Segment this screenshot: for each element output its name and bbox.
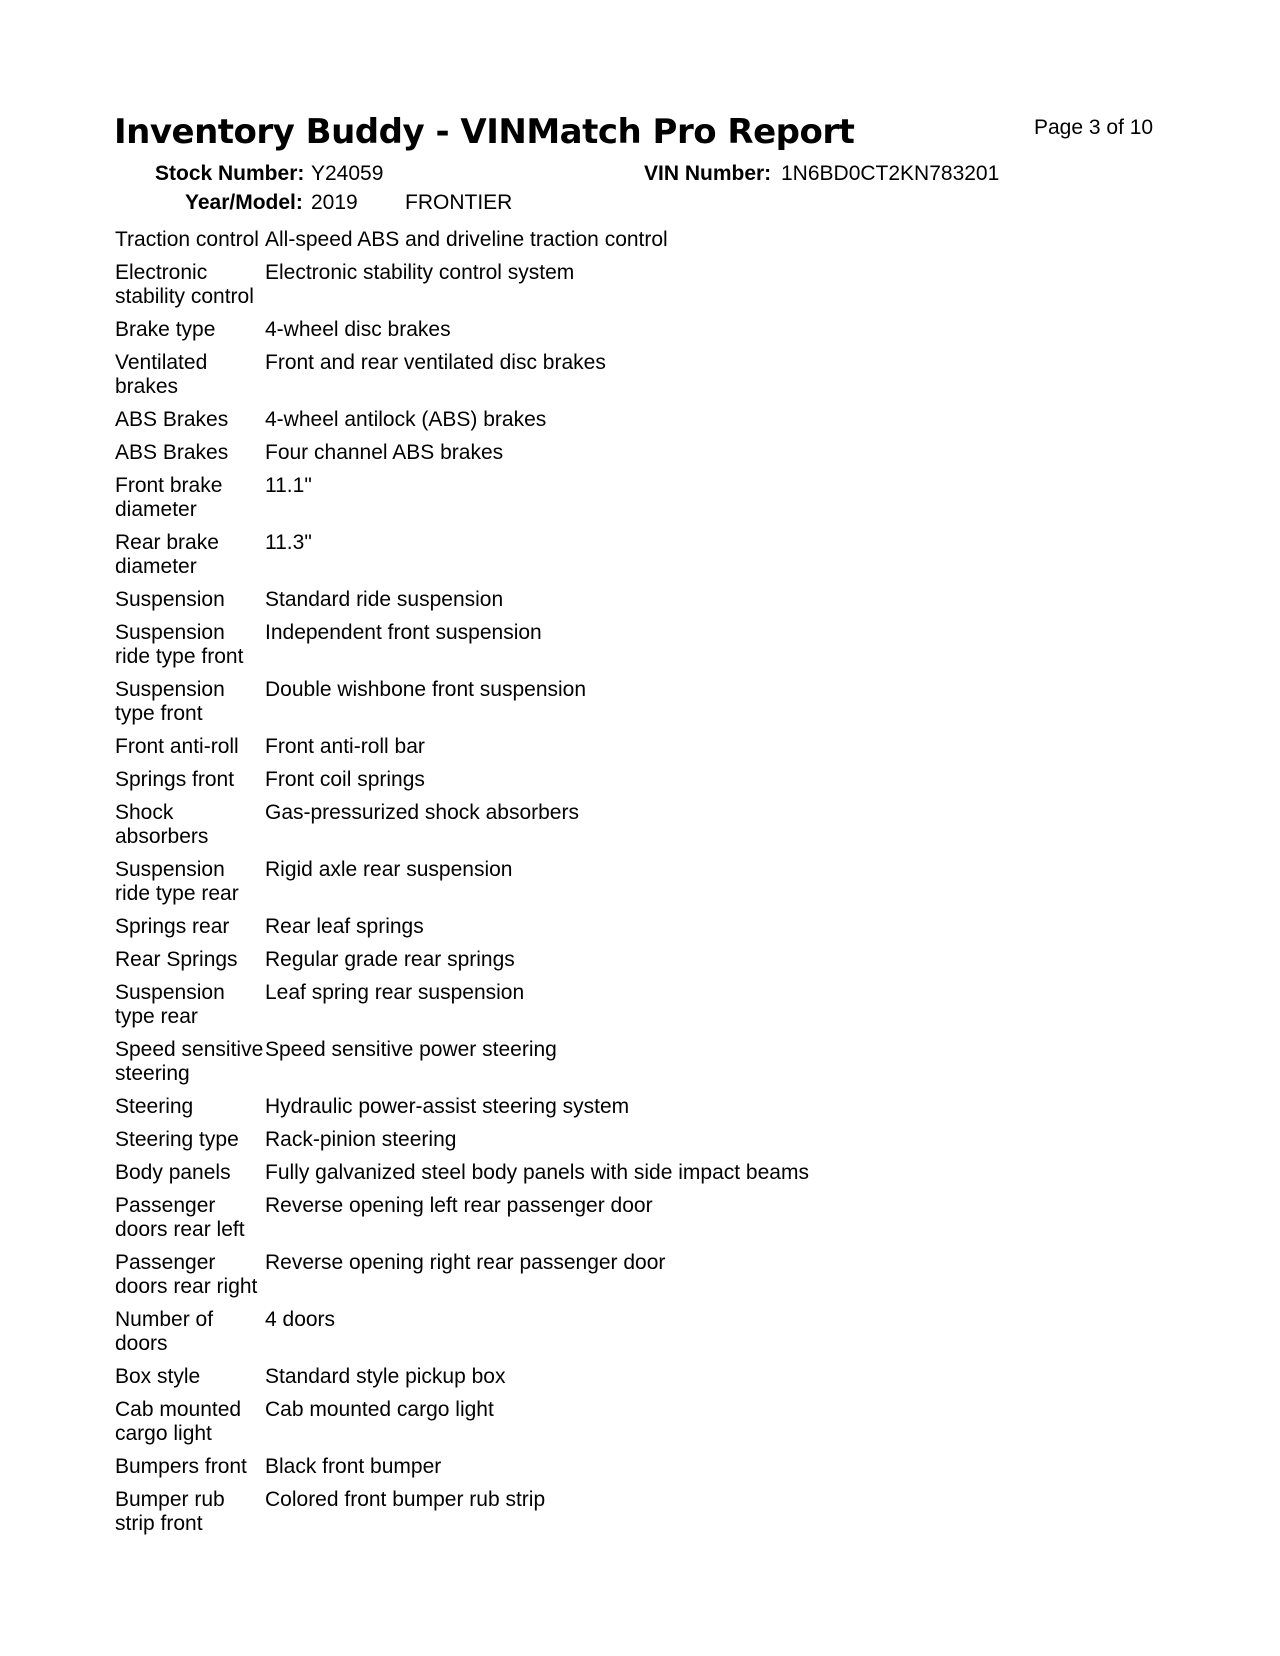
spec-value: Rigid axle rear suspension	[265, 858, 513, 881]
spec-key: Electronic stability control	[115, 261, 254, 308]
spec-row	[115, 858, 1165, 915]
spec-value: Gas-pressurized shock absorbers	[265, 801, 579, 824]
spec-key: ABS Brakes	[115, 408, 229, 431]
spec-key: Body panels	[115, 1161, 231, 1184]
spec-key: Cab mounted cargo light	[115, 1398, 242, 1445]
spec-key: Ventilated brakes	[115, 351, 208, 398]
spec-row	[115, 768, 1165, 801]
spec-key: Front anti-roll	[115, 735, 239, 758]
spec-value: Electronic stability control system	[265, 261, 575, 284]
spec-value: Regular grade rear springs	[265, 948, 515, 971]
stock-number-label: Stock Number:	[155, 162, 305, 185]
spec-key: Number of doors	[115, 1308, 214, 1355]
spec-row	[115, 1038, 1165, 1095]
spec-row	[115, 228, 1165, 261]
spec-row	[115, 1455, 1165, 1488]
spec-key: Steering type	[115, 1128, 239, 1151]
model-value: FRONTIER	[405, 191, 513, 214]
spec-value: Reverse opening left rear passenger door	[265, 1194, 653, 1217]
spec-key: Steering	[115, 1095, 194, 1118]
spec-row	[115, 261, 1165, 318]
spec-value: 11.3"	[265, 531, 312, 554]
spec-value: Cab mounted cargo light	[265, 1398, 494, 1421]
spec-key: Suspension ride type front	[115, 621, 244, 668]
stock-number-value: Y24059	[311, 162, 384, 185]
spec-row	[115, 678, 1165, 735]
spec-row	[115, 981, 1165, 1038]
vin-number-value: 1N6BD0CT2KN783201	[781, 162, 1000, 185]
spec-key: Suspension ride type rear	[115, 858, 239, 905]
spec-key: Springs rear	[115, 915, 230, 938]
spec-row	[115, 801, 1165, 858]
spec-row	[115, 474, 1165, 531]
spec-key: Traction control	[115, 228, 259, 251]
spec-key: ABS Brakes	[115, 441, 229, 464]
spec-value: Double wishbone front suspension	[265, 678, 587, 701]
spec-value: Front anti-roll bar	[265, 735, 425, 758]
spec-row	[115, 1398, 1165, 1455]
spec-key: Box style	[115, 1365, 201, 1388]
spec-value: Rack-pinion steering	[265, 1128, 457, 1151]
spec-row	[115, 915, 1165, 948]
spec-value: Speed sensitive power steering	[265, 1038, 557, 1061]
spec-row	[115, 441, 1165, 474]
spec-row	[115, 1095, 1165, 1128]
year-value: 2019	[311, 191, 358, 214]
spec-row	[115, 1251, 1165, 1308]
spec-value: Leaf spring rear suspension	[265, 981, 525, 1004]
vin-number-label: VIN Number:	[644, 162, 772, 185]
spec-key: Suspension type front	[115, 678, 225, 725]
spec-row	[115, 1128, 1165, 1161]
spec-row	[115, 735, 1165, 768]
spec-key: Speed sensitive steering	[115, 1038, 264, 1085]
page-number: Page 3 of 10	[1034, 116, 1154, 139]
spec-row	[115, 1488, 1165, 1545]
spec-key: Rear Springs	[115, 948, 238, 971]
spec-key: Suspension	[115, 588, 225, 611]
spec-value: Front and rear ventilated disc brakes	[265, 351, 606, 374]
spec-row	[115, 351, 1165, 408]
spec-row	[115, 408, 1165, 441]
spec-row	[115, 1194, 1165, 1251]
spec-value: Standard ride suspension	[265, 588, 504, 611]
spec-key: Passenger doors rear right	[115, 1251, 258, 1298]
spec-value: Black front bumper	[265, 1455, 442, 1478]
spec-value: 11.1"	[265, 474, 312, 497]
spec-row	[115, 1365, 1165, 1398]
spec-value: All-speed ABS and driveline traction control	[265, 228, 668, 251]
spec-list	[115, 228, 1165, 1545]
spec-value: Front coil springs	[265, 768, 425, 791]
spec-value: Colored front bumper rub strip	[265, 1488, 546, 1511]
spec-key: Suspension type rear	[115, 981, 225, 1028]
spec-row	[115, 948, 1165, 981]
spec-value: Standard style pickup box	[265, 1365, 506, 1388]
spec-key: Shock absorbers	[115, 801, 209, 848]
report-title: Inventory Buddy - VINMatch Pro Report	[114, 112, 855, 152]
spec-value: Hydraulic power-assist steering system	[265, 1095, 630, 1118]
spec-value: 4-wheel antilock (ABS) brakes	[265, 408, 547, 431]
spec-value: Reverse opening right rear passenger door	[265, 1251, 666, 1274]
spec-value: Fully galvanized steel body panels with side impact beams	[265, 1161, 809, 1184]
spec-key: Brake type	[115, 318, 216, 341]
spec-key: Bumpers front	[115, 1455, 247, 1478]
spec-value: 4-wheel disc brakes	[265, 318, 451, 341]
spec-key: Rear brake diameter	[115, 531, 219, 578]
spec-key: Springs front	[115, 768, 235, 791]
spec-row	[115, 588, 1165, 621]
spec-row	[115, 531, 1165, 588]
spec-value: Four channel ABS brakes	[265, 441, 504, 464]
year-model-label: Year/Model:	[185, 191, 303, 214]
spec-value: Rear leaf springs	[265, 915, 424, 938]
spec-value: 4 doors	[265, 1308, 336, 1331]
spec-value: Independent front suspension	[265, 621, 542, 644]
spec-row	[115, 1161, 1165, 1194]
spec-key: Bumper rub strip front	[115, 1488, 225, 1535]
spec-row	[115, 621, 1165, 678]
spec-row	[115, 318, 1165, 351]
spec-key: Front brake diameter	[115, 474, 223, 521]
spec-key: Passenger doors rear left	[115, 1194, 245, 1241]
spec-row	[115, 1308, 1165, 1365]
